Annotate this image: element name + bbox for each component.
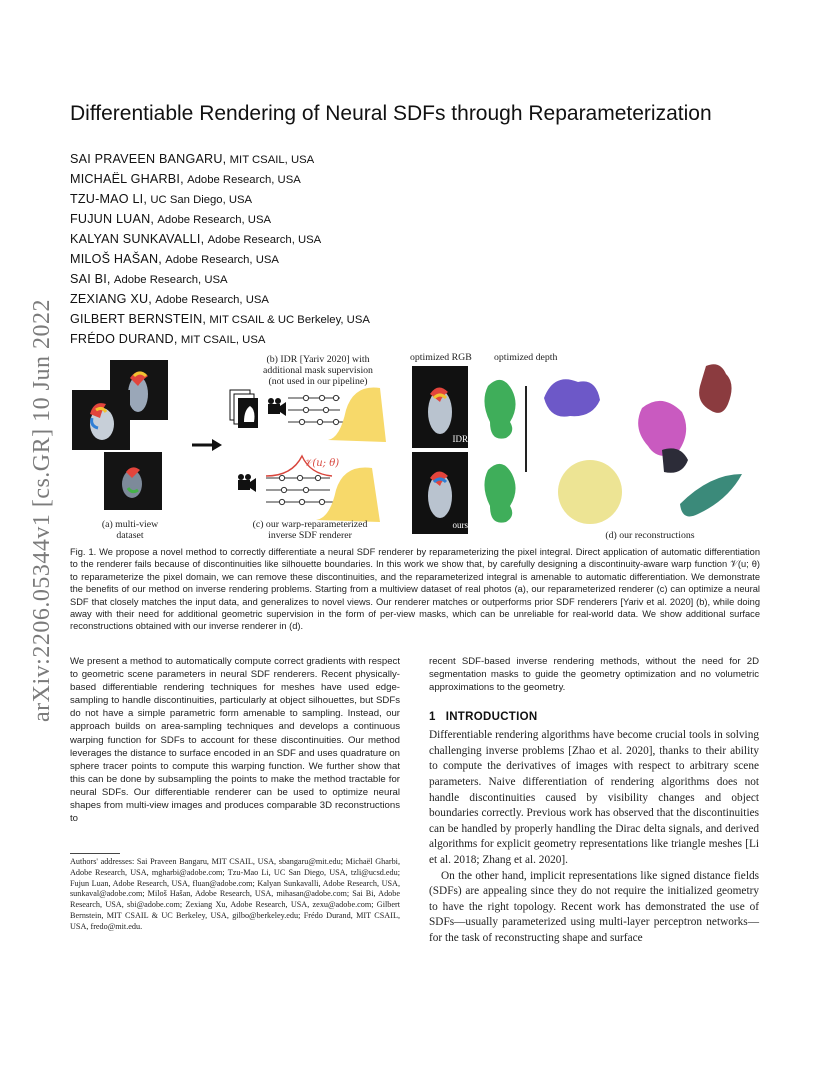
left-column [70,655,400,825]
author-affiliation: Adobe Research, USA [155,294,269,306]
author-affiliation: MIT CSAIL, USA [229,154,315,166]
multiview-photos [72,360,168,510]
author-name: GILBERT BERNSTEIN [70,312,203,326]
author-name: FUJUN LUAN [70,212,151,226]
label-multiview-line2: dataset [116,530,144,541]
optimized-panels [412,366,526,534]
author-affiliation: Adobe Research, USA [187,174,301,186]
author-affiliation: Adobe Research, USA [157,214,272,226]
label-idr [238,354,398,387]
ours-tag: ours [452,520,468,530]
intro-paragraph: Differentiable rendering algorithms have become crucial tools in solving challenging inverse problems [Zhao et al. 2020], thanks to their ability to compute the derivatives of images with respect to arbitrary scene parameters. Naive differentiation of rendering algorithms does not handle discontinuities caused by visibility changes and object boundaries correctly. Previous work has observed that the discontinuities can be handled by properly handling the Dirac delta signals, and derived algorithms for explicit geometry representations like triangle meshes [Li et al. 2018; Zhang et al. 2020]. [429,729,759,867]
teaser-figure-graphic [70,352,760,542]
label-warp-renderer-line2: inverse SDF renderer [268,530,352,541]
arrow-icon [192,439,222,451]
author-name: MICHAËL GHARBI [70,172,181,186]
author-name: MILOŠ HAŠAN [70,252,159,266]
author-affiliation: Adobe Research, USA [113,274,228,286]
author-affiliation: MIT CSAIL & UC Berkeley, USA [209,314,370,326]
arxiv-identifier [22,290,62,730]
footnote-divider [70,853,120,854]
author-affiliation: MIT CSAIL, USA [180,334,266,346]
label-idr-line1: (b) IDR [Yariv 2020] with [266,354,370,365]
author-entry: MILOŠ HAŠAN, Adobe Research, USA [70,252,279,266]
author-entry: SAI PRAVEEN BANGARU, MIT CSAIL, USA [70,152,315,166]
arxiv-id-text: arXiv:2206.05344v1 [cs.GR] 10 Jun 2022 [28,298,55,722]
author-name: KALYAN SUNKAVALLI [70,232,201,246]
author-entry: FRÉDO DURAND, MIT CSAIL, USA [70,332,266,346]
idr-tag: IDR [452,434,468,444]
author-entry: FUJUN LUAN, Adobe Research, USA [70,212,272,226]
author-name: SAI BI [70,272,107,286]
section-title: INTRODUCTION [445,711,538,724]
author-name: FRÉDO DURAND [70,332,174,346]
label-warp-renderer-line1: (c) our warp-reparameterized [252,519,368,530]
abstract: We present a method to automatically compute correct gradients with respect to geometric scene parameters in neural SDF renderers. Recent physically-based differentiable rendering techniques for meshes have used edge-sampling to handle discontinuities, particularly at object silhouettes, but SDFs do not have a simple parametric form amenable to sampling. Instead, our approach builds on area-sampling techniques and develops a continuous warping function for SDFs to account for these discontinuities. Our method leverages the distance to surface encoded in an SDF and uses quadrature on sphere tracer points to compute this warping function. We further show that this can be done by subsampling the points to make the method tractable for neural SDFs. Our differentiable renderer can be used to optimize neural shapes from multi-view images and produces comparable 3D reconstructions to [70,656,400,825]
author-entry: SAI BI, Adobe Research, USA [70,272,228,286]
section-heading [429,711,759,723]
author-list [70,150,490,350]
author-addresses-footnote: Authors' addresses: Sai Praveen Bangaru, MIT CSAIL, USA, sbangaru@mit.edu; Michaël Gharbi, Adobe Research, USA, mgharbi@adobe.com; Tzu-Mao Li, UC San Diego, USA, tzli@ucsd.edu; Fujun Luan, Adobe Research, USA, fluan@adobe.com; Kalyan Sunkavalli, Adobe Research, USA, sunkaval@adobe.com; Miloš Hašan, Adobe Research, USA, mihasan@adobe.com; Sai Bi, Adobe Research, USA, sbi@adobe.com; Zexiang Xu, Adobe Research, USA, zexu@adobe.com; Gilbert Bernstein, MIT CSAIL & UC Berkeley, USA, gilbo@berkeley.edu; Frédo Durand, MIT CSAIL, USA, fredo@mit.edu. [70,857,400,931]
teaser-figure [70,352,760,542]
author-affiliation: UC San Diego, USA [150,194,253,206]
author-name: ZEXIANG XU [70,292,149,306]
label-idr-line2: additional mask supervision [263,365,373,376]
label-optimized-rgb: optimized RGB [410,352,472,363]
label-optimized-depth: optimized depth [494,352,558,363]
label-idr-line3: (not used in our pipeline) [268,376,368,387]
author-name: SAI PRAVEEN BANGARU [70,152,223,166]
right-column [429,655,759,947]
paper-title: Differentiable Rendering of Neural SDFs through Reparameterization [70,102,712,125]
author-entry: MICHAËL GHARBI, Adobe Research, USA [70,172,301,186]
intro-paragraph: On the other hand, implicit representations like signed distance fields (SDFs) are appealing since they do not require the initialized geometry to have the right topology. Recent work has demonstrated the use of SDFs—usually parameterized using multi-layer perceptron networks—for the task of reconstructing shape and surface [429,869,759,944]
idr-diagram [230,387,386,442]
author-affiliation: Adobe Research, USA [207,234,322,246]
warp-function-symbol: 𝒱(u; θ) [304,458,340,469]
author-entry: GILBERT BERNSTEIN, MIT CSAIL & UC Berkeley, USA [70,312,370,326]
author-name: TZU-MAO LI [70,192,144,206]
label-multiview-line1: (a) multi-view [101,519,159,530]
label-multiview [80,519,180,541]
section-number: 1 [429,711,436,724]
introduction-body [429,728,759,946]
label-reconstructions: (d) our reconstructions [605,530,695,541]
reconstructions [544,364,742,524]
author-entry: ZEXIANG XU, Adobe Research, USA [70,292,269,306]
author-affiliation: Adobe Research, USA [165,254,279,266]
figure-caption: Fig. 1. We propose a novel method to correctly differentiate a neural SDF renderer by reparameterizing the pixel integral. Direct application of automatic differentiation to the renderer fails because of discontinuities like silhouette boundaries. In this work we show that, by carefully designing a discontinuity-aware warp function 𝒱(u; θ) to reparameterize the pixel domain, we can remove these discontinuities, and the reparameterized integral is amenable to automatic differentiation. We demonstrate the benefits of our method on inverse rendering problems. Starting from a multiview dataset of real photos (a), our reparameterized renderer (c) can optimize a neural SDF that closely matches the input data, and generalizes to novel views. Our renderer matches or outperforms prior SDF renderers [Yariv et al. 2020] (b), while doing away with their need for additional geometric supervision in the form of per-view masks, which can be unreliable for real-world data. We show additional surface reconstructions obtained with our inverse renderer in (d). [70,547,760,632]
author-entry: KALYAN SUNKAVALLI, Adobe Research, USA [70,232,322,246]
abstract-continued: recent SDF-based inverse rendering methods, without the need for 2D segmentation masks to guide the geometry optimization and no volumetric approximations to the geometry. [429,656,759,694]
label-warp-renderer [226,519,394,541]
author-entry: TZU-MAO LI, UC San Diego, USA [70,192,253,206]
